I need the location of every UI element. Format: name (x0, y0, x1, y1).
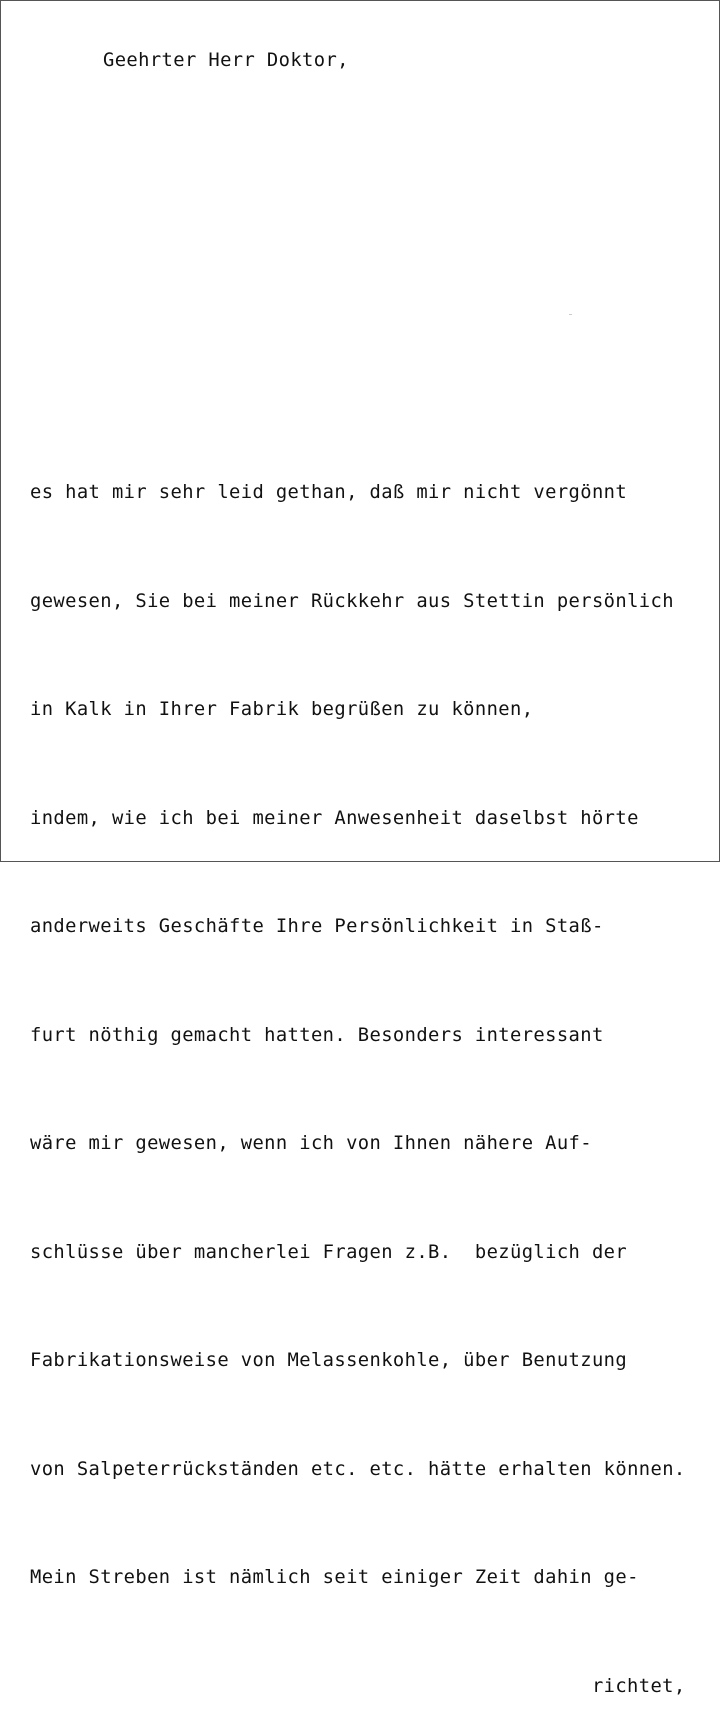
letter-line: schlüsse über mancherlei Fragen z.B. bezüglich der (30, 1241, 628, 1263)
letter-closing-fragment: richtet, (591, 1675, 686, 1697)
letter-body (30, 403, 686, 1724)
paper-speck (569, 314, 572, 315)
letter-line: in Kalk in Ihrer Fabrik begrüßen zu können, (30, 699, 534, 720)
letter-salutation: Geehrter Herr Doktor, (103, 50, 349, 71)
letter-line: wäre mir gewesen, wenn ich von Ihnen nähere Auf- (30, 1133, 592, 1154)
letter-line: Mein Streben ist nämlich seit einiger Zeit dahin ge- (30, 1567, 639, 1588)
letter-line: es hat mir sehr leid gethan, daß mir nicht vergönnt (30, 482, 628, 503)
letter-line: gewesen, Sie bei meiner Rückkehr aus Stettin persönlich (30, 590, 674, 612)
letter-line: indem, wie ich bei meiner Anwesenheit daselbst hörte (30, 807, 639, 829)
letter-line: furt nöthig gemacht hatten. Besonders interessant (30, 1024, 604, 1046)
letter-line: anderweits Geschäfte Ihre Persönlichkeit in Staß- (30, 916, 604, 937)
letter-line: von Salpeterrückständen etc. etc. hätte erhalten können. (30, 1458, 686, 1480)
letter-line: Fabrikationsweise von Melassenkohle, über Benutzung (30, 1350, 628, 1371)
